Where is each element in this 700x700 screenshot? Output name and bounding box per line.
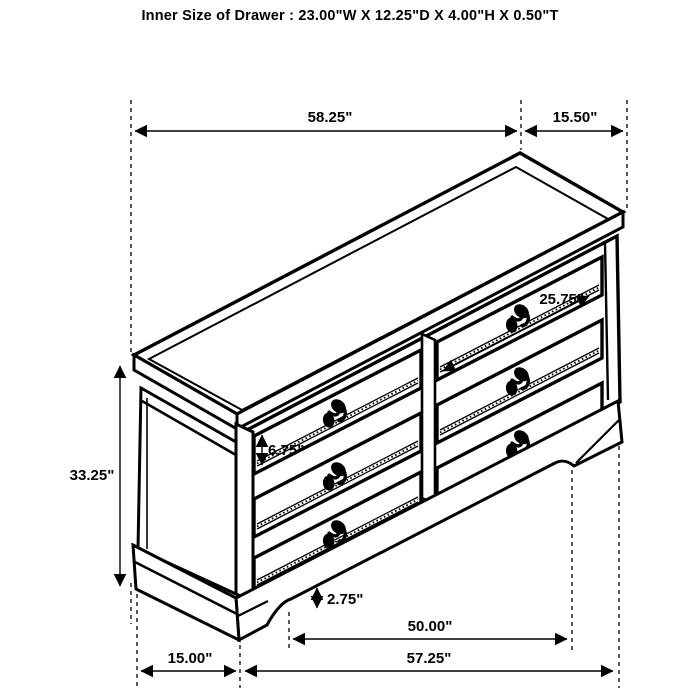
center-stile: [422, 334, 435, 504]
dim-base-height-label: 2.75": [327, 591, 364, 608]
dim-bottom-width: [245, 650, 613, 671]
dim-bottom-depth-label: 15.00": [167, 650, 213, 667]
dim-top-width-label: 58.25": [307, 109, 353, 126]
page-title: Inner Size of Drawer : 23.00"W X 12.25"D X 4.00"H X 0.50"T: [141, 8, 559, 24]
dim-top-depth-label: 15.50": [552, 109, 598, 126]
dresser-illustration: [133, 153, 623, 640]
dim-between-feet: [293, 618, 567, 639]
dim-bottom-depth: [141, 650, 236, 671]
dim-top-width: [135, 109, 517, 131]
dim-drawer-width-label: 25.75": [539, 291, 584, 308]
dim-overall-height-label: 33.25": [69, 467, 115, 484]
dim-bottom-width-label: 57.25": [406, 650, 452, 667]
dim-between-feet-label: 50.00": [407, 618, 453, 635]
corner-stile: [236, 424, 253, 601]
dim-drawer-front-height-label: 6.75": [268, 442, 305, 459]
dim-overall-height: [70, 366, 120, 586]
dim-base-height: [317, 588, 363, 608]
dim-top-depth: [525, 109, 623, 131]
